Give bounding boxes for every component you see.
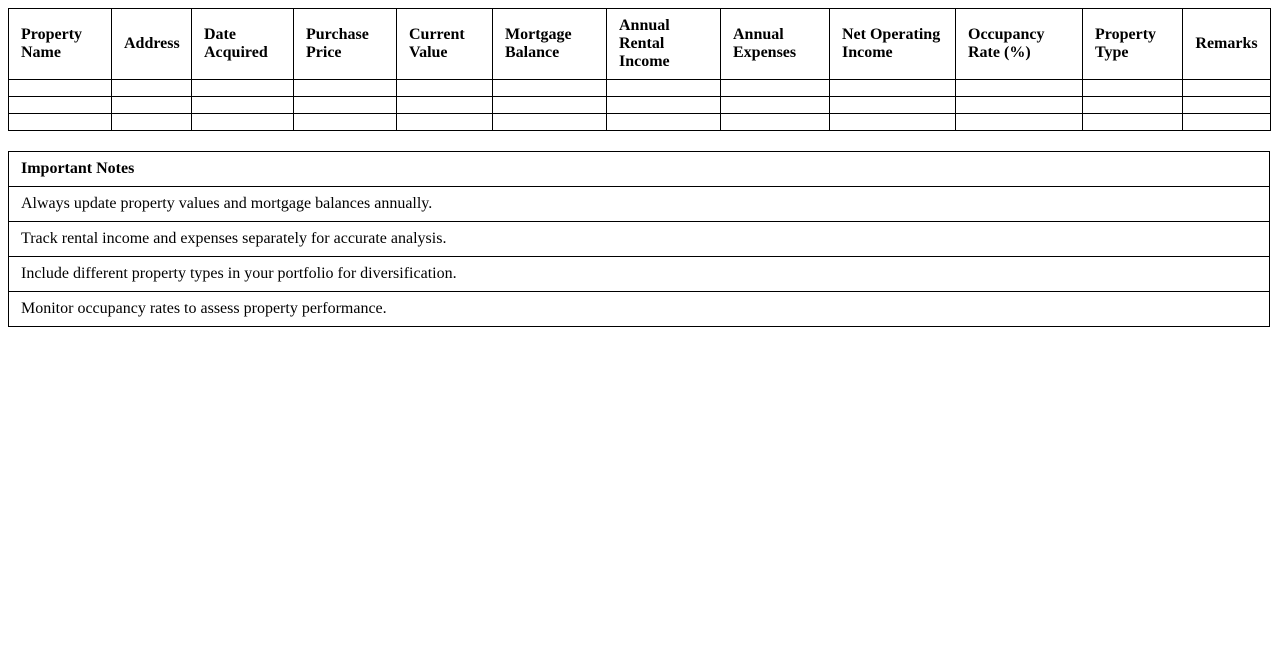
table-cell[interactable] xyxy=(1083,114,1183,131)
table-cell[interactable] xyxy=(192,97,294,114)
note-text: Monitor occupancy rates to assess property performance. xyxy=(9,292,1270,327)
important-notes-table xyxy=(8,151,1270,327)
table-cell[interactable] xyxy=(1083,80,1183,97)
table-cell[interactable] xyxy=(294,80,397,97)
header-mortgage-balance: Mortgage Balance xyxy=(493,9,607,80)
table-cell[interactable] xyxy=(830,114,956,131)
table-cell[interactable] xyxy=(956,80,1083,97)
table-cell[interactable] xyxy=(1083,97,1183,114)
header-property-type: Property Type xyxy=(1083,9,1183,80)
table-cell[interactable] xyxy=(397,97,493,114)
table-cell[interactable] xyxy=(1183,114,1271,131)
list-item xyxy=(9,292,1270,327)
table-cell[interactable] xyxy=(294,97,397,114)
table-cell[interactable] xyxy=(112,97,192,114)
header-current-value: Current Value xyxy=(397,9,493,80)
note-text: Track rental income and expenses separately for accurate analysis. xyxy=(9,222,1270,257)
header-purchase-price: Purchase Price xyxy=(294,9,397,80)
header-annual-rental-income: Annual Rental Income xyxy=(607,9,721,80)
table-cell[interactable] xyxy=(9,97,112,114)
note-text: Include different property types in your portfolio for diversification. xyxy=(9,257,1270,292)
header-occupancy-rate: Occupancy Rate (%) xyxy=(956,9,1083,80)
table-cell[interactable] xyxy=(112,80,192,97)
header-date-acquired: Date Acquired xyxy=(192,9,294,80)
table-cell[interactable] xyxy=(112,114,192,131)
table-cell[interactable] xyxy=(721,97,830,114)
table-cell[interactable] xyxy=(1183,80,1271,97)
table-cell[interactable] xyxy=(1183,97,1271,114)
list-item xyxy=(9,187,1270,222)
header-annual-expenses: Annual Expenses xyxy=(721,9,830,80)
table-cell[interactable] xyxy=(9,80,112,97)
note-text: Always update property values and mortgage balances annually. xyxy=(9,187,1270,222)
table-cell[interactable] xyxy=(830,80,956,97)
table-cell[interactable] xyxy=(294,114,397,131)
list-item xyxy=(9,257,1270,292)
table-cell[interactable] xyxy=(397,80,493,97)
table-cell[interactable] xyxy=(607,97,721,114)
header-remarks: Remarks xyxy=(1183,9,1271,80)
table-row xyxy=(9,97,1271,114)
table-cell[interactable] xyxy=(493,80,607,97)
table-cell[interactable] xyxy=(956,97,1083,114)
table-cell[interactable] xyxy=(956,114,1083,131)
table-header-row xyxy=(9,9,1271,80)
table-cell[interactable] xyxy=(192,80,294,97)
table-row xyxy=(9,114,1271,131)
header-net-operating-income: Net Operating Income xyxy=(830,9,956,80)
table-cell[interactable] xyxy=(397,114,493,131)
table-row xyxy=(9,80,1271,97)
header-property-name: Property Name xyxy=(9,9,112,80)
table-cell[interactable] xyxy=(493,97,607,114)
table-cell[interactable] xyxy=(607,114,721,131)
table-cell[interactable] xyxy=(607,80,721,97)
table-cell[interactable] xyxy=(9,114,112,131)
table-cell[interactable] xyxy=(192,114,294,131)
table-cell[interactable] xyxy=(830,97,956,114)
table-cell[interactable] xyxy=(721,80,830,97)
table-cell[interactable] xyxy=(721,114,830,131)
header-address: Address xyxy=(112,9,192,80)
notes-header-row xyxy=(9,152,1270,187)
notes-title: Important Notes xyxy=(9,152,1270,187)
list-item xyxy=(9,222,1270,257)
property-portfolio-table xyxy=(8,8,1271,131)
table-cell[interactable] xyxy=(493,114,607,131)
